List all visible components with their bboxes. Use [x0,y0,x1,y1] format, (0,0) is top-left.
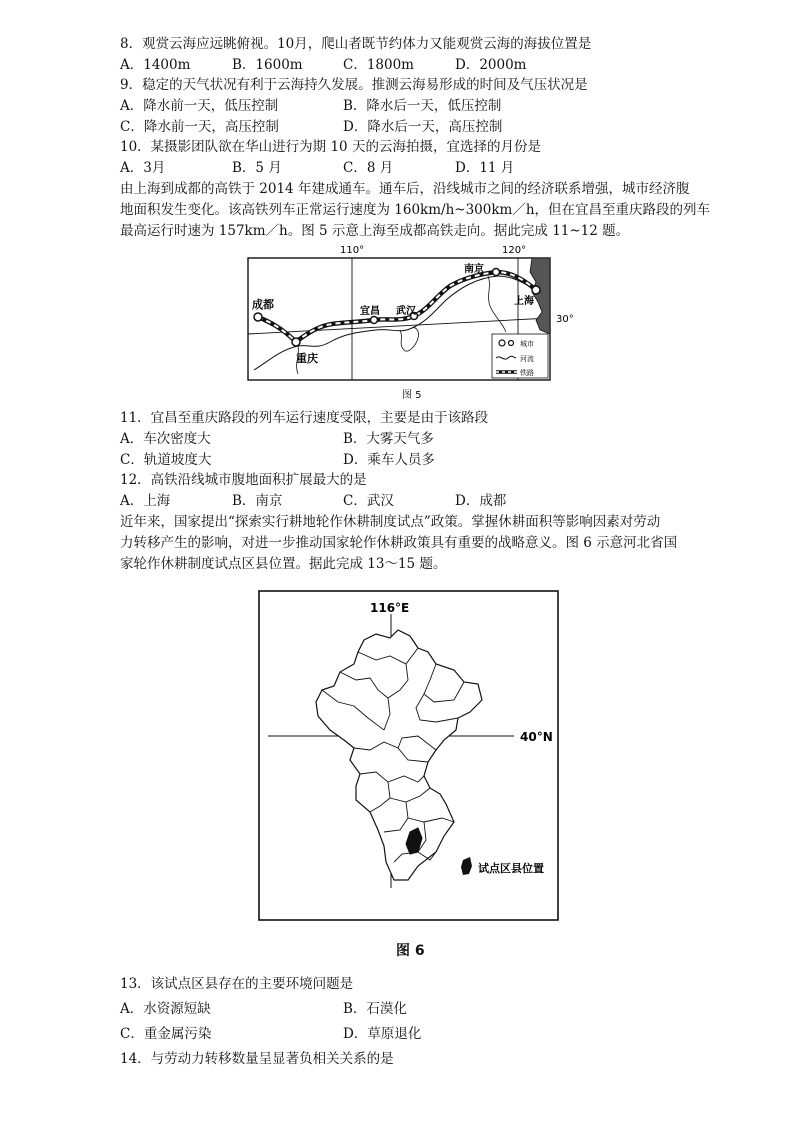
fig5-lon-120-label: 120° [502,245,527,256]
q9-option-c: C．降水前一天，高压控制 [120,119,279,135]
q8-option-c: C．1800m [343,57,414,73]
q11-option-b: B．大雾天气多 [343,431,434,447]
fig6-lat-label: 40°N [520,730,553,744]
q10-option-c: C．8 月 [343,160,394,176]
q13-option-d: D．草原退化 [343,1026,422,1042]
q10-stem: 10．某摄影团队欲在华山进行为期 10 天的云海拍摄，宜选择的月份是 [120,139,541,155]
figure-6-hebei-map [258,590,560,922]
q8-option-a: A．1400m [120,57,191,73]
fig5-label-wuhan: 武汉 [396,306,416,317]
passage1-line-3: 最高运行时速为 157km／h。图 5 示意上海至成都高铁走向。据此完成 11~12 题。 [120,223,630,239]
q11-option-c: C．轨道坡度大 [120,452,212,468]
q8-option-d: D．2000m [455,57,527,73]
fig5-legend-city-symbol-2 [509,341,514,346]
fig5-label-chengdu: 成都 [252,298,274,311]
fig5-label-shanghai: 上海 [514,296,534,307]
q10-option-b: B．5 月 [232,160,282,176]
fig5-lon-110-label: 110° [340,245,365,256]
fig5-city-marker-chongqing [292,338,300,346]
passage2-line-2: 力转移产生的影响，对进一步推动国家轮作休耕政策具有重要的战略意义。图 6 示意河北省国 [120,535,678,551]
q13-stem: 13．该试点区县存在的主要环境问题是 [120,976,354,992]
fig5-label-chongqing: 重庆 [296,352,318,365]
fig5-city-marker-yichang [371,317,378,324]
passage2-line-3: 家轮作休耕制度试点区县位置。据此完成 13～15 题。 [120,556,447,572]
q9-option-a: A．降水前一天，低压控制 [120,98,279,114]
fig5-city-marker-nanjing [493,269,500,276]
fig5-legend-city-label: 城市 [520,340,534,348]
fig6-lon-label: 116°E [370,601,410,615]
passage2-line-1: 近年来，国家提出“探索实行耕地轮作休耕制度试点”政策。掌握休耕面积等影响因素对劳动 [120,514,661,530]
fig5-label-yichang: 宜昌 [360,306,380,317]
q10-option-a: A．3月 [120,160,166,176]
q10-option-d: D．11 月 [455,160,515,176]
figure-5-railway-map [240,242,574,402]
q14-stem: 14．与劳动力转移数量呈显著负相关关系的是 [120,1051,394,1067]
passage1-line-2: 地面积发生变化。该高铁列车正常运行速度为 160km/h~300km／h，但在宜昌至重庆路段的列车 [120,202,711,218]
fig5-legend-river-label: 河流 [520,355,534,363]
q9-stem: 9．稳定的天气状况有利于云海持久发展。推测云海易形成的时间及气压状况是 [120,77,588,93]
q12-option-c: C．武汉 [343,493,394,509]
fig5-legend-city-symbol [499,340,505,346]
q8-option-b: B．1600m [232,57,303,73]
q11-stem: 11．宜昌至重庆路段的列车运行速度受限，主要是由于该路段 [120,410,489,426]
fig5-lat-30-label: 30° [556,314,574,325]
q9-option-d: D．降水后一天，高压控制 [343,119,503,135]
q9-option-b: B．降水后一天，低压控制 [343,98,502,114]
figure-5-caption: 图 5 [402,390,422,401]
fig5-city-marker-shanghai [532,286,540,294]
q12-option-a: A．上海 [120,493,171,509]
q11-option-a: A．车次密度大 [120,431,211,447]
q12-stem: 12．高铁沿线城市腹地面积扩展最大的是 [120,472,367,488]
passage1-line-1: 由上海到成都的高铁于 2014 年建成通车。通车后，沿线城市之间的经济联系增强，城市经济腹 [120,181,690,197]
fig5-legend-railway-label: 铁路 [520,369,534,377]
q12-option-d: D．成都 [455,493,507,509]
q11-option-d: D．乘车人员多 [343,452,435,468]
q13-option-b: B．石漠化 [343,1001,407,1017]
fig5-label-nanjing: 南京 [464,264,484,275]
q13-option-c: C．重金属污染 [120,1026,212,1042]
q12-option-b: B．南京 [232,493,283,509]
q8-stem: 8．观赏云海应远眺俯视。10月，爬山者既节约体力又能观赏云海的海拔位置是 [120,36,592,52]
q13-option-a: A．水资源短缺 [120,1001,211,1017]
figure-6-caption: 图 6 [396,943,425,959]
fig6-legend-label: 试点区县位置 [478,862,544,875]
fig5-city-marker-chengdu [254,313,262,321]
